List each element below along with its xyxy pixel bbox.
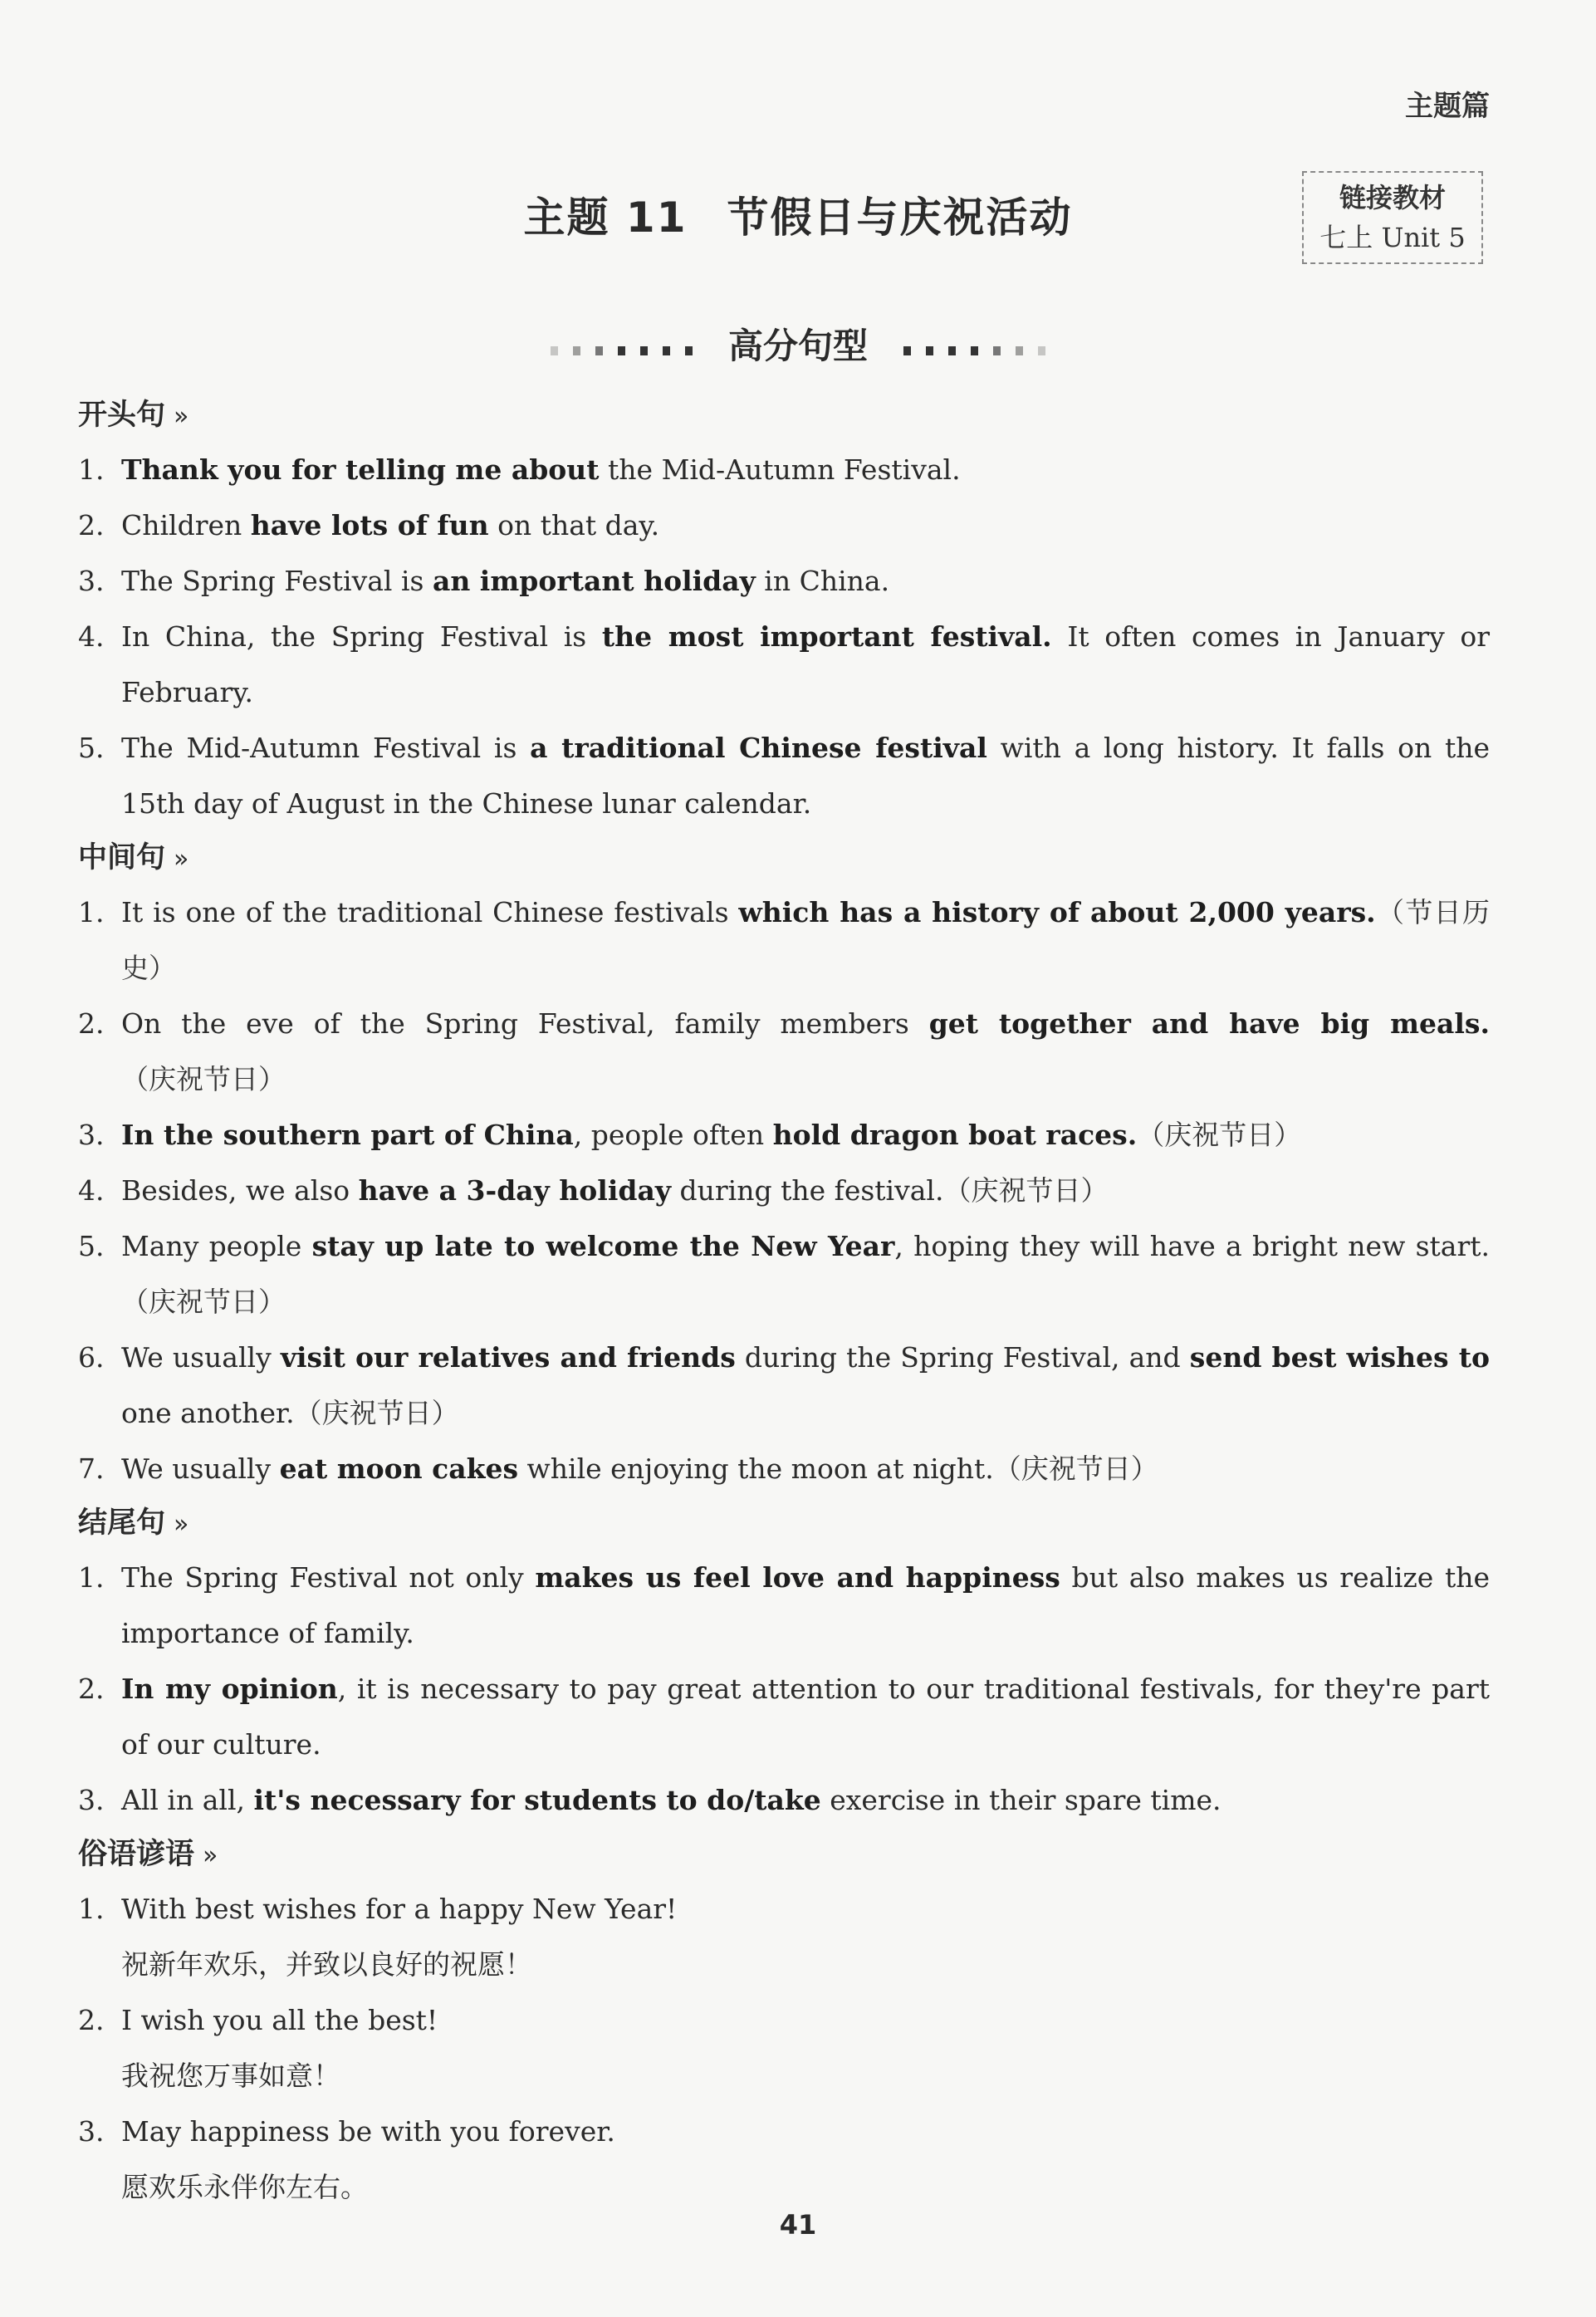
key-phrase: eat moon cakes — [279, 1452, 519, 1485]
sentence-text: All in all, — [121, 1784, 254, 1816]
sentence-text: It is one of the traditional Chinese festivals — [121, 896, 739, 928]
chinese-translation: 祝新年欢乐，并致以良好的祝愿！ — [121, 1948, 532, 1981]
key-phrase: hold dragon boat races. — [772, 1119, 1138, 1151]
sentence-text: May happiness be with you forever. — [121, 2115, 615, 2148]
sentence-text: I wish you all the best! — [121, 2004, 438, 2036]
decorative-dots-right — [896, 328, 1053, 369]
sentence-item — [78, 1163, 1490, 1218]
sentence-item — [78, 1330, 1490, 1441]
sentence-item — [78, 442, 1490, 497]
sentence-item — [78, 1992, 1490, 2104]
sentence-item — [78, 1218, 1490, 1330]
key-phrase: Thank you for telling me about — [121, 453, 600, 486]
item-number: 3. — [78, 1784, 105, 1816]
key-phrase: it's necessary for students to do/take — [253, 1784, 821, 1816]
sentence-item — [78, 996, 1490, 1107]
key-phrase: have lots of fun — [250, 509, 489, 541]
item-number: 5. — [78, 732, 105, 764]
section — [78, 831, 1490, 1496]
section — [78, 1828, 1490, 2215]
section — [78, 389, 1490, 831]
sentence-text: while enjoying the moon at night. — [518, 1452, 994, 1485]
sentence-sections — [78, 389, 1490, 2215]
key-phrase: a traditional Chinese festival — [530, 732, 987, 764]
double-chevron-icon: » — [174, 1510, 189, 1539]
double-chevron-icon: » — [203, 1841, 218, 1870]
item-number: 3. — [78, 565, 105, 597]
sentence-text: , hoping they will have a bright new start. — [894, 1230, 1490, 1262]
section — [78, 1496, 1490, 1828]
item-number: 6. — [78, 1341, 105, 1374]
key-phrase: which has a history of about 2,000 years. — [738, 896, 1376, 928]
sentence-item — [78, 609, 1490, 720]
sentence-text: , it is necessary to pay great attention to our traditional festivals, for they're part of our culture. — [121, 1673, 1490, 1761]
sentence-item — [78, 1772, 1490, 1828]
sentence-item — [78, 553, 1490, 609]
sentence-text: one another. — [121, 1397, 295, 1429]
page-number: 41 — [779, 2209, 817, 2241]
sentence-text: during the festival. — [671, 1174, 944, 1207]
sentence-item — [78, 2104, 1490, 2215]
item-number: 4. — [78, 1174, 105, 1207]
sentence-text: with a long history. It falls on the 15th day of August in the Chinese lunar calendar. — [121, 732, 1491, 820]
sentence-item — [78, 884, 1490, 996]
item-number: 3. — [78, 2115, 105, 2148]
section-heading — [78, 1828, 1490, 1881]
item-number: 2. — [78, 1007, 105, 1040]
key-phrase: the most important festival. — [601, 620, 1052, 653]
double-chevron-icon: » — [174, 402, 189, 431]
sentence-text: Children — [121, 509, 251, 541]
sentence-item — [78, 1550, 1490, 1661]
key-phrase: In the southern part of China — [121, 1119, 574, 1151]
key-phrase: send best wishes to — [1189, 1341, 1490, 1374]
item-number: 3. — [78, 1119, 105, 1151]
sentence-item — [78, 1107, 1490, 1163]
sentence-text: Besides, we also — [121, 1174, 359, 1207]
sentence-item — [78, 1441, 1490, 1496]
chinese-translation: 愿欢乐永伴你左右。 — [121, 2171, 368, 2203]
sentence-text: Many people — [121, 1230, 312, 1262]
section-heading-text: 俗语谚语 — [78, 1838, 195, 1871]
sentence-text: The Spring Festival is — [121, 565, 433, 597]
sentence-text: during the Spring Festival, and — [735, 1341, 1190, 1374]
key-phrase: an important holiday — [432, 565, 756, 597]
sentence-text: On the eve of the Spring Festival, family members — [121, 1007, 929, 1040]
section-heading-text: 中间句 — [78, 841, 166, 874]
sentence-text: , people often — [573, 1119, 773, 1151]
category-tag: （庆祝节日） — [993, 1452, 1158, 1485]
category-tag: （庆祝节日） — [121, 1286, 286, 1318]
item-number: 7. — [78, 1452, 105, 1485]
section-heading — [78, 1496, 1490, 1550]
section-heading — [78, 389, 1490, 442]
title-topic-number: 主题 11 — [523, 193, 688, 242]
category-tag: （庆祝节日） — [294, 1397, 459, 1429]
key-phrase: get together and have big meals. — [928, 1007, 1490, 1040]
item-number: 1. — [78, 896, 105, 928]
sentence-item — [78, 720, 1490, 831]
item-number: 1. — [78, 1561, 105, 1594]
key-phrase: have a 3-day holiday — [358, 1174, 672, 1207]
sentence-text: but also makes us realize the importance of family. — [121, 1561, 1490, 1649]
category-tag: （庆祝节日） — [1137, 1119, 1302, 1151]
textbook-link-box — [1302, 171, 1483, 264]
sentence-text: The Mid-Autumn Festival is — [121, 732, 531, 764]
sentence-item — [78, 1881, 1490, 1992]
sentence-text: The Spring Festival not only — [121, 1561, 536, 1594]
category-tag: （庆祝节日） — [943, 1174, 1109, 1207]
sentence-item — [78, 497, 1490, 553]
item-number: 1. — [78, 453, 105, 486]
key-phrase: visit our relatives and friends — [280, 1341, 736, 1374]
item-number: 4. — [78, 620, 105, 653]
item-number: 2. — [78, 2004, 105, 2036]
sentence-text: the Mid-Autumn Festival. — [599, 453, 961, 486]
sentence-text: in China. — [755, 565, 890, 597]
category-tag: （庆祝节日） — [121, 1063, 286, 1095]
section-tag: 主题篇 — [1405, 90, 1490, 123]
sentence-text: exercise in their spare time. — [820, 1784, 1221, 1816]
sentence-text: We usually — [121, 1341, 281, 1374]
sentence-text: With best wishes for a happy New Year! — [121, 1893, 678, 1925]
link-box-label: 链接教材 — [1339, 182, 1446, 213]
decorative-dots-left — [543, 328, 700, 369]
subtitle-row — [0, 319, 1596, 369]
sentence-text: We usually — [121, 1452, 280, 1485]
sentence-text: It often comes in January or February. — [121, 620, 1491, 708]
sentence-text: In China, the Spring Festival is — [121, 620, 602, 653]
title-topic-name: 节假日与庆祝活动 — [727, 193, 1073, 242]
section-heading-text: 结尾句 — [78, 1506, 166, 1540]
link-box-unit: 七上 Unit 5 — [1319, 222, 1466, 253]
sentence-item — [78, 1661, 1490, 1772]
item-number: 2. — [78, 509, 105, 541]
chinese-translation: 我祝您万事如意！ — [121, 2060, 340, 2092]
sentence-text: on that day. — [488, 509, 660, 541]
subtitle: 高分句型 — [727, 326, 868, 366]
key-phrase: In my opinion — [121, 1673, 338, 1705]
key-phrase: makes us feel love and happiness — [535, 1561, 1060, 1594]
item-number: 2. — [78, 1673, 105, 1705]
item-number: 1. — [78, 1893, 105, 1925]
key-phrase: stay up late to welcome the New Year — [311, 1230, 895, 1262]
section-heading-text: 开头句 — [78, 399, 166, 432]
category-tag: （节日历史） — [121, 896, 1491, 984]
item-number: 5. — [78, 1230, 105, 1262]
section-heading — [78, 831, 1490, 884]
double-chevron-icon: » — [174, 845, 189, 874]
